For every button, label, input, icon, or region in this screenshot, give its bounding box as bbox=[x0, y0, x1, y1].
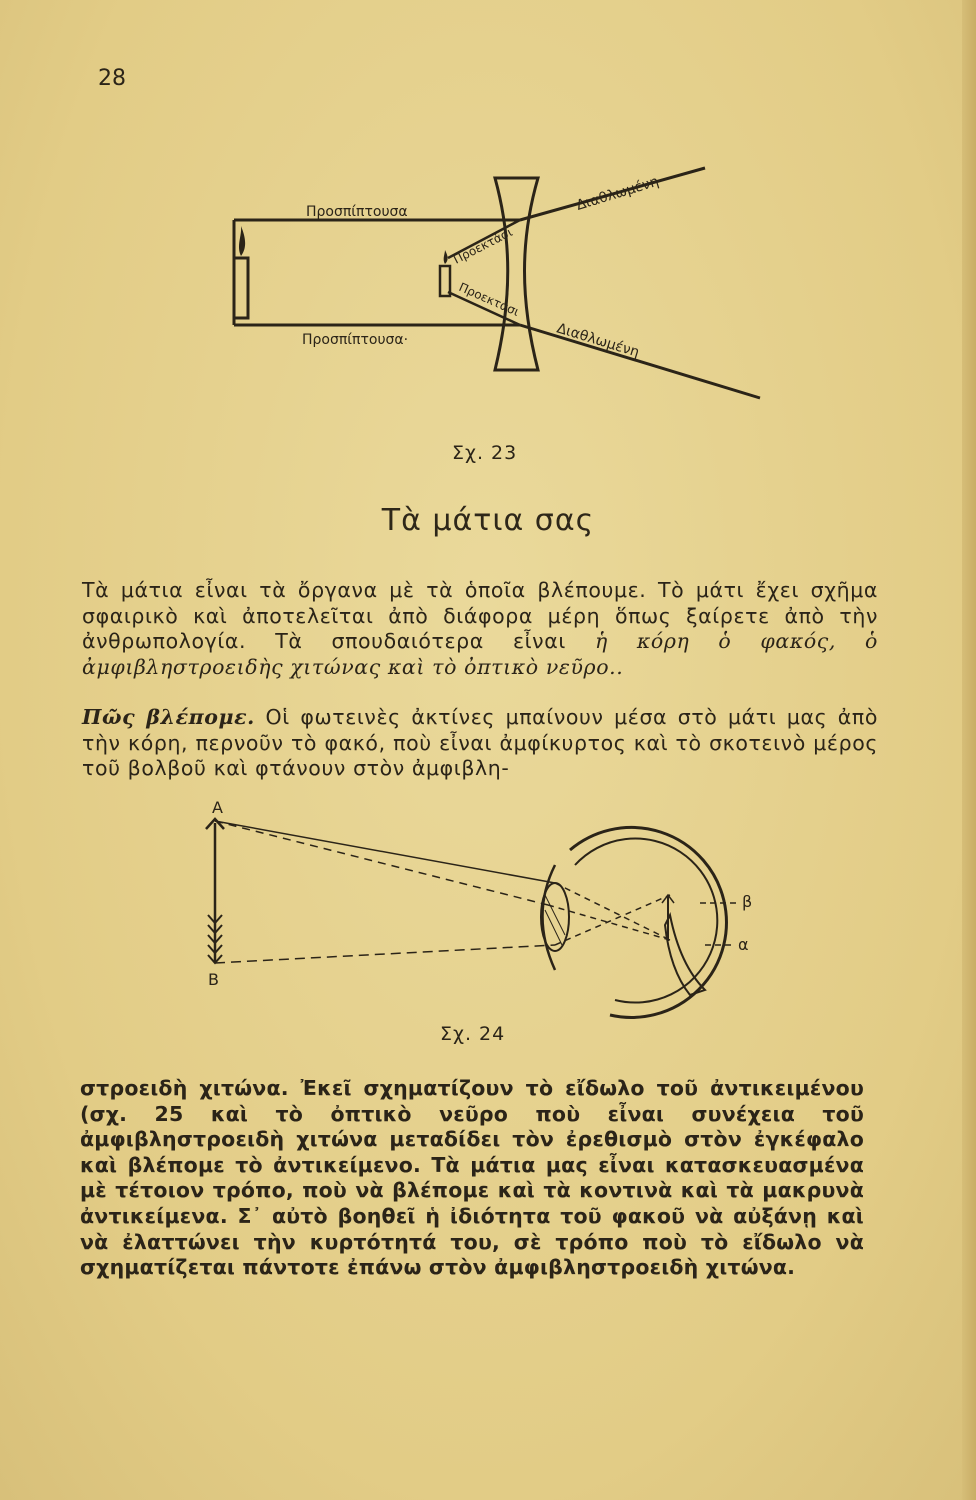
page-number: 28 bbox=[98, 66, 126, 91]
label-a: A bbox=[212, 798, 223, 817]
figure-23-caption: Σχ. 23 bbox=[452, 442, 518, 464]
eye-lens bbox=[541, 883, 569, 951]
label-extension-bottom: Προεκτάσι bbox=[456, 279, 522, 319]
paragraph-1 bbox=[82, 578, 878, 680]
candle-flame bbox=[239, 226, 245, 256]
paragraph-2-text: Οἱ φωτεινὲς ἀκτίνες μπαίνουν μέσα στὸ μάτι μας ἀπὸ τὴν κόρη, περνοῦν τὸ φακό, ποὺ εἶναι ἀμφίκυρτος καὶ τὸ σκοτεινὸ μέρος τοῦ βολβοῦ καὶ φτάνουν στὸν ἀμφιβλη- bbox=[82, 705, 878, 781]
paragraph-1-italic-tail: ἡ κόρη ὁ φακός, ὁ ἀμφιβληστροειδὴς χιτώνας καὶ τὸ ὀπτικὸ νεῦρο.. bbox=[82, 629, 878, 679]
figure-24-caption: Σχ. 24 bbox=[440, 1023, 506, 1045]
figure-23-lens-diagram bbox=[220, 160, 790, 410]
label-alpha: α bbox=[738, 935, 749, 954]
label-refracted-top: Διαθλωμένη bbox=[574, 173, 661, 214]
label-b: B bbox=[208, 970, 219, 989]
label-incident-top: Προσπίπτουσα bbox=[306, 204, 408, 220]
paragraph-1-text: Τὰ μάτια εἶναι τὰ ὄργανα μὲ τὰ ὁποῖα βλέπουμε. Τὸ μάτι ἔχει σχῆμα σφαιρικὸ καὶ ἀποτελεῖται ἀπὸ διάφορα μέρη ὅπως ξαίρετε ἀπὸ τὴν ἀνθρωπολογία. Τὰ σπουδαιότερα εἶναι bbox=[82, 578, 878, 654]
label-incident-bottom: Προσπίπτουσα· bbox=[302, 332, 409, 348]
paragraph-2-runin-heading: Πῶς βλέπομε. bbox=[82, 705, 255, 729]
concave-lens bbox=[495, 178, 538, 370]
label-extension-top: Προεκτάσι bbox=[451, 224, 515, 267]
label-beta: β bbox=[742, 892, 753, 911]
figure-24-eye-diagram bbox=[200, 795, 760, 1020]
section-title: Τὰ μάτια σας bbox=[381, 503, 595, 538]
page-edge bbox=[962, 0, 976, 1500]
candle bbox=[234, 258, 248, 318]
label-refracted-bottom: Διαθλωμένη bbox=[554, 320, 642, 361]
paragraph-3: στροειδὴ χιτώνα. Ἐκεῖ σχηματίζουν τὸ εἴδωλο τοῦ ἀντικειμένου (σχ. 25 καὶ τὸ ὀπτικὸ νεῦρο ποὺ εἶναι συνέχεια τοῦ ἀμφιβληστροειδὴ χιτώνα μεταδίδει τὸν ἐρεθισμὸ στὸν ἐγκέφαλο καὶ βλέπομε τὸ ἀντικείμενο. Τὰ μάτια μας εἶναι κατασκευασμένα μὲ τέτοιον τρόπο, ποὺ νὰ βλέπομε καὶ τὰ κοντινὰ καὶ τὰ μακρυνὰ ἀντικείμενα. Σ᾿ αὐτὸ βοηθεῖ ἡ ἰδιότητα τοῦ φακοῦ νὰ αὐξάνῃ καὶ νὰ ἐλαττώνει τὴν κυρτότητά του, σὲ τρόπο ποὺ τὸ εἴδωλο νὰ σχηματίζεται πάντοτε ἐπάνω στὸν ἀμφιβληστροειδὴ χιτώνα. bbox=[80, 1076, 864, 1280]
paragraph-2 bbox=[82, 705, 878, 782]
